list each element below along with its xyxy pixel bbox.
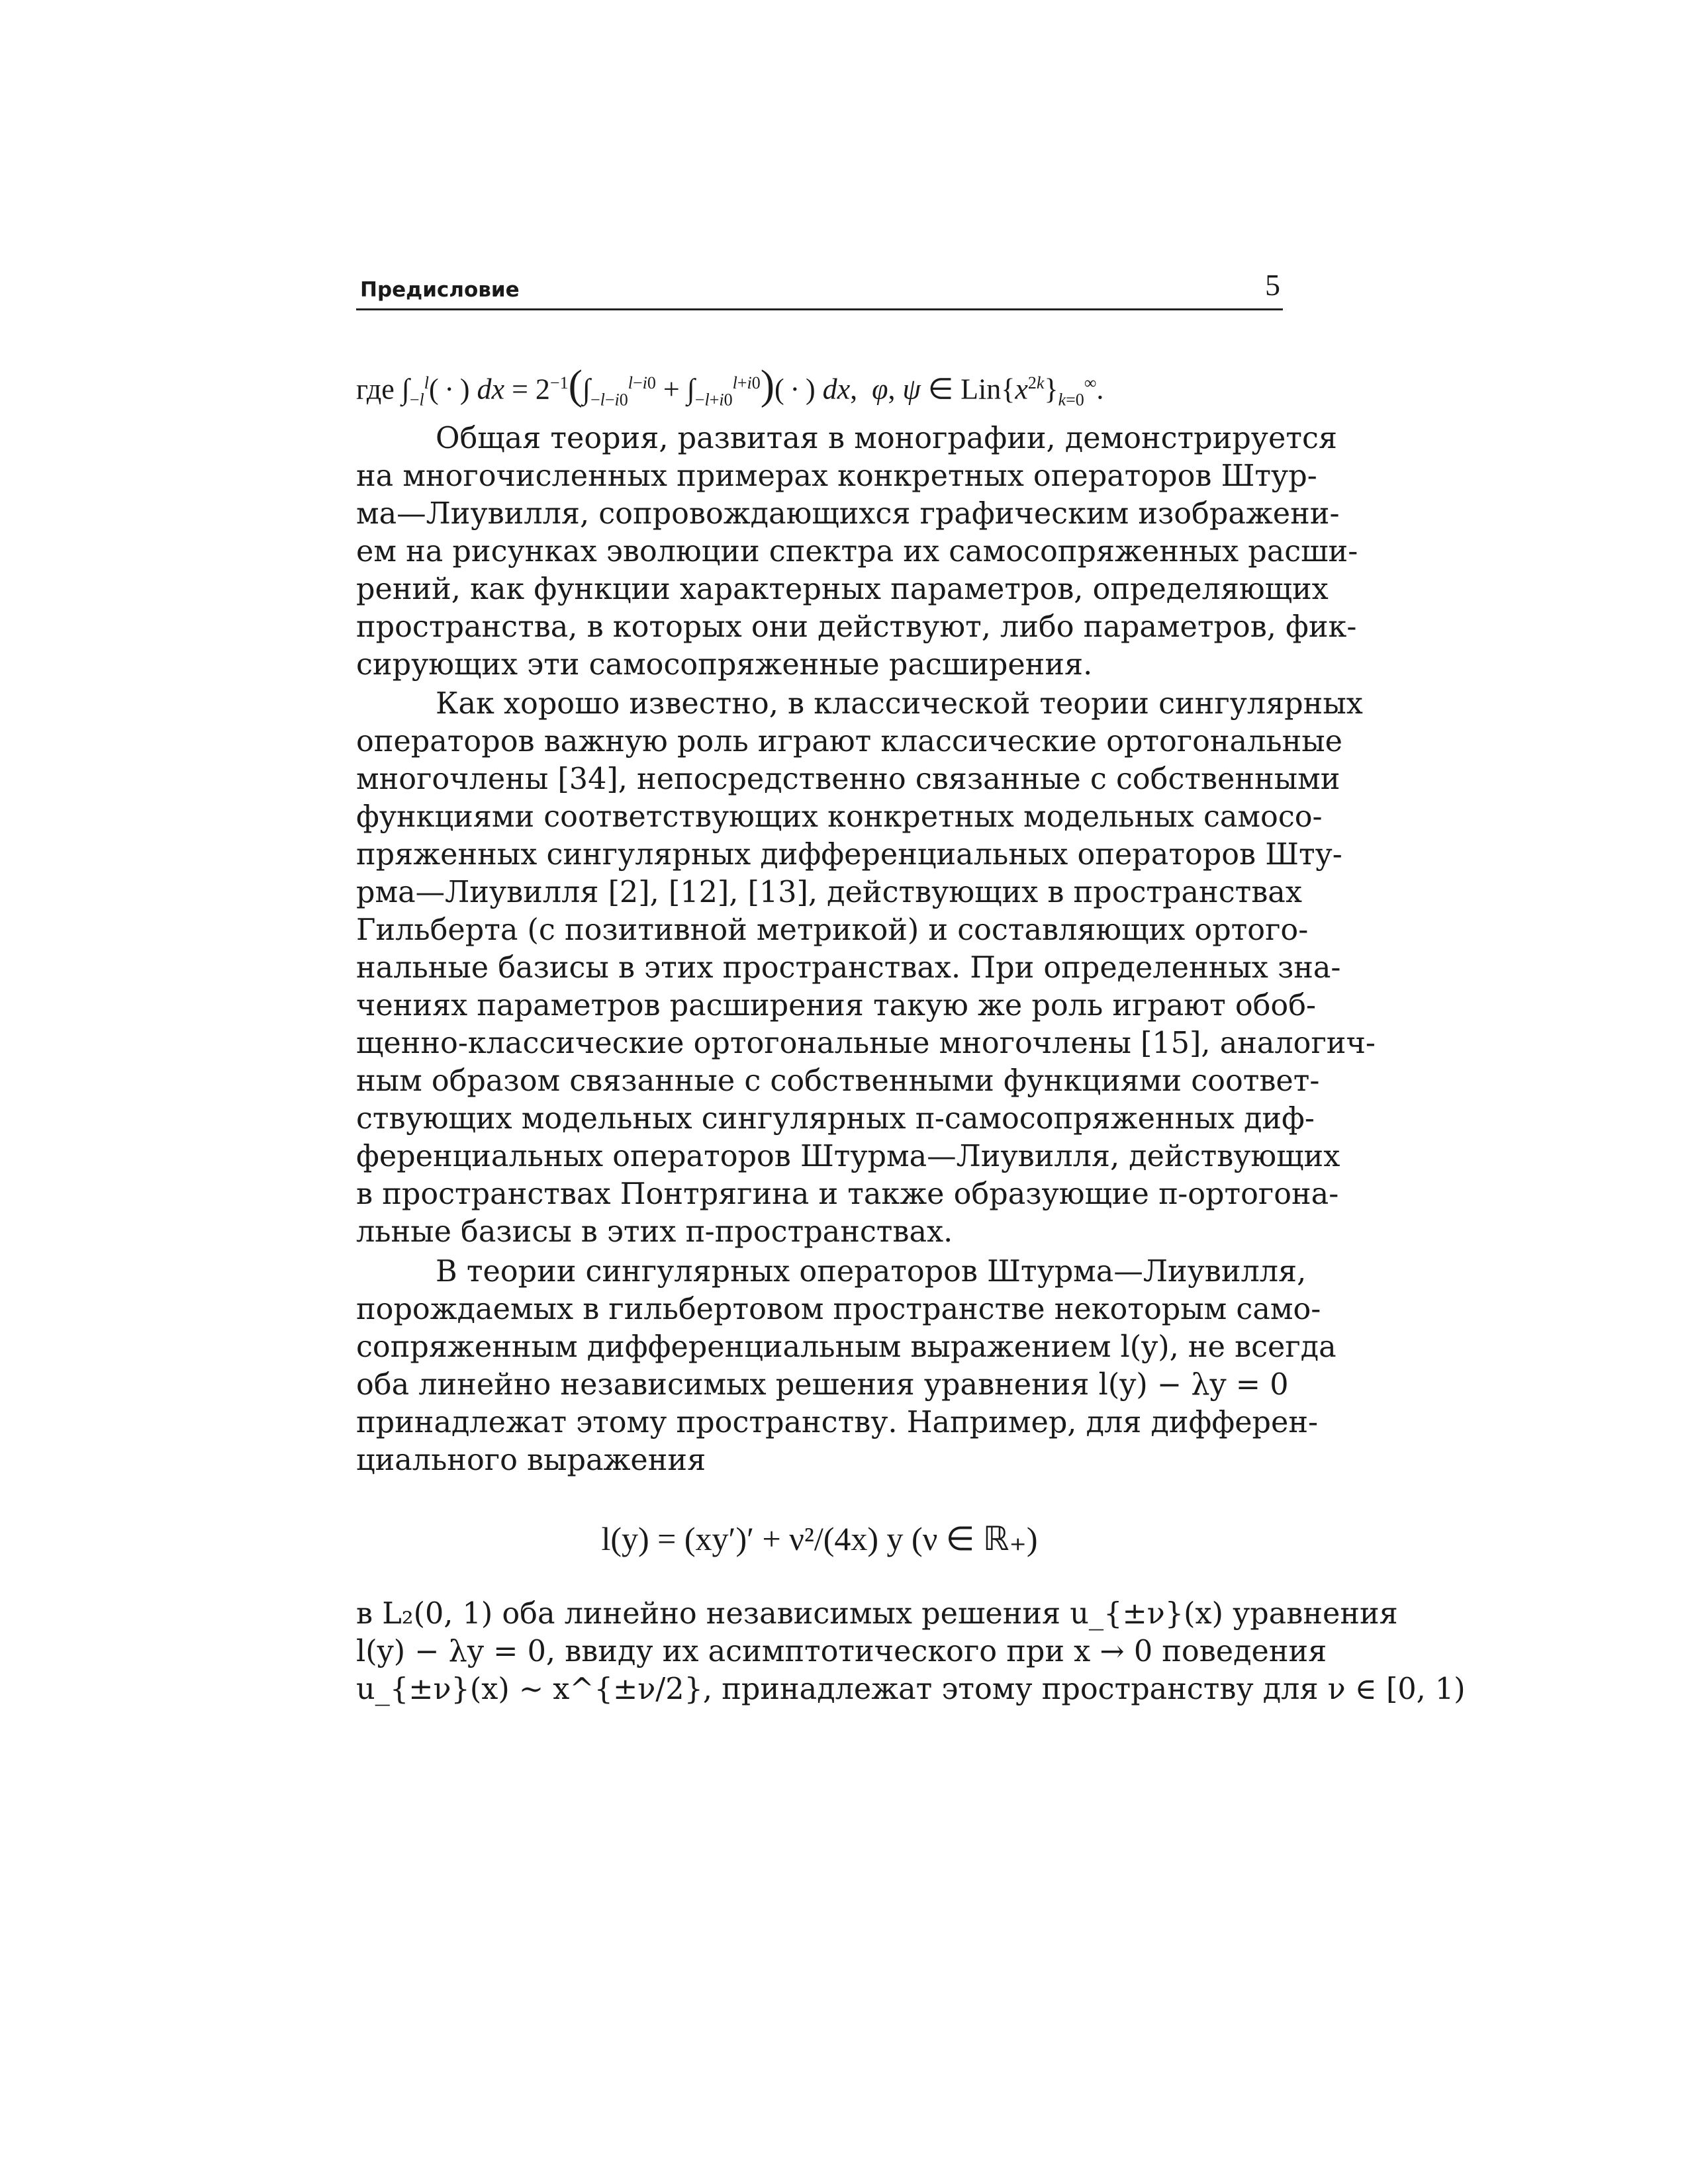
running-head: Предисловие bbox=[360, 278, 520, 302]
text-line: льные базисы в этих π-пространствах. bbox=[356, 1215, 953, 1249]
text-line: операторов важную роль играют классические ортогональные bbox=[356, 725, 1342, 758]
text-line: сопряженным дифференциальным выражением l(y), не всегда bbox=[356, 1330, 1336, 1364]
text-line: чениях параметров расширения такую же роль играют обоб- bbox=[356, 989, 1317, 1023]
text-line: рма—Лиувилля [2], [12], [13], действующих в пространствах bbox=[356, 876, 1302, 909]
text-line: Гильберта (с позитивной метрикой) и составляющих ортого- bbox=[356, 913, 1309, 947]
formula-line: где $\int_{-l}^l$( · ) dx = $2^{-1}(\int_{-l-i0}^{l-i0} + \int_{-l+i0}^{l+i0})$( · ) dx, φ, ψ ∈ $Lin\{x^{2k}\}_{k=0}^\infty$. bbox=[356, 361, 1104, 410]
text-line: ференциальных операторов Штурма—Лиувилля, действующих bbox=[356, 1140, 1340, 1173]
text-line: u_{±ν}(x) ∼ x^{±ν/2}, принадлежат этому пространству для ν ∈ [0, 1) bbox=[356, 1672, 1466, 1706]
text-line: функциями соответствующих конкретных модельных самосо- bbox=[356, 800, 1323, 834]
text-line: Как хорошо известно, в классической теории сингулярных bbox=[436, 687, 1363, 721]
text-line: Общая теория, развитая в монографии, демонстрируется bbox=[436, 422, 1337, 455]
text-line: многочлены [34], непосредственно связанные с собственными bbox=[356, 762, 1340, 796]
text-line: оба линейно независимых решения уравнения l(y) − λy = 0 bbox=[356, 1368, 1289, 1402]
text-line: нальные базисы в этих пространствах. При определенных зна- bbox=[356, 951, 1341, 985]
text-line: ствующих модельных сингулярных π-самосопряженных диф- bbox=[356, 1102, 1315, 1136]
text-line: рений, как функции характерных параметров, определяющих bbox=[356, 572, 1329, 606]
page-header bbox=[356, 267, 1283, 310]
text-line: пряженных сингулярных дифференциальных операторов Шту- bbox=[356, 838, 1342, 872]
text-line: l(y) − λy = 0, ввиду их асимптотического при x → 0 поведения bbox=[356, 1635, 1327, 1668]
text-line: ным образом связанные с собственными функциями соответ- bbox=[356, 1064, 1320, 1098]
text-line: на многочисленных примерах конкретных операторов Штур- bbox=[356, 459, 1317, 493]
text-line: в L₂(0, 1) оба линейно независимых решения u_{±ν}(x) уравнения bbox=[356, 1597, 1398, 1631]
display-equation: l(y) = (xy′)′ + ν²/(4x) y (ν ∈ ℝ₊) bbox=[601, 1520, 1038, 1557]
text-line: сирующих эти самосопряженные расширения. bbox=[356, 648, 1093, 682]
text-line: пространства, в которых они действуют, либо параметров, фик- bbox=[356, 610, 1357, 644]
text-line: в пространствах Понтрягина и также образующие π-ортогона- bbox=[356, 1177, 1339, 1211]
text-line: циального выражения bbox=[356, 1443, 706, 1477]
text-line: ем на рисунках эволюции спектра их самосопряженных расши- bbox=[356, 535, 1358, 569]
text-line: щенно-классические ортогональные многочлены [15], аналогич- bbox=[356, 1026, 1376, 1060]
text-line: порождаемых в гильбертовом пространстве некоторым само- bbox=[356, 1293, 1321, 1326]
page-number: 5 bbox=[1265, 268, 1280, 302]
text-line: В теории сингулярных операторов Штурма—Лиувилля, bbox=[436, 1255, 1307, 1289]
text-line: принадлежат этому пространству. Например, для дифферен- bbox=[356, 1406, 1319, 1439]
text-line: ма—Лиувилля, сопровождающихся графическим изображени- bbox=[356, 497, 1340, 531]
